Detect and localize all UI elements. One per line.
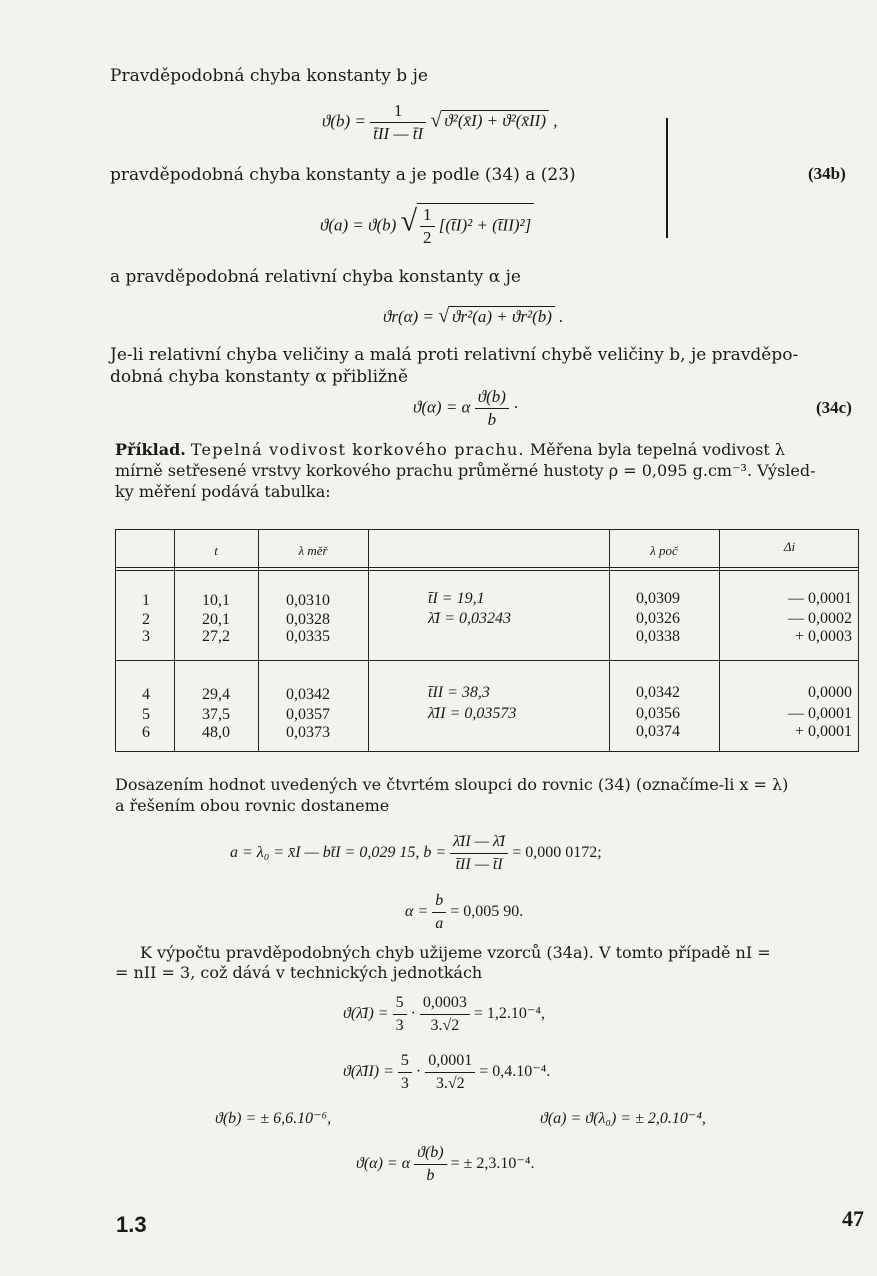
eq-e1-f2-denominator: 3.√2 — [430, 1017, 460, 1034]
eq-b-numerator: 1 — [370, 100, 426, 123]
eq-alpha-numerator: b — [432, 890, 446, 913]
cell-delta: — 0,0002 — [788, 610, 852, 627]
cell-lambda-computed: 0,0374 — [636, 723, 680, 740]
row-number: 3 — [142, 628, 150, 645]
cell-lambda-computed: 0,0356 — [636, 705, 680, 722]
cell-lambda-measured: 0,0342 — [286, 686, 330, 703]
cell-delta: — 0,0001 — [788, 705, 852, 722]
cell-lambda-computed: 0,0338 — [636, 628, 680, 645]
eq-e2-f1-numerator: 5 — [398, 1050, 412, 1073]
equation-error-lambda-1: ϑ(λ̄I) = $\frac{5}{3}$ · $\frac{0,0003}{3.√2}$ = 1,2.10⁻⁴, — [343, 992, 545, 1037]
eq-e1-fraction-1 — [393, 992, 407, 1037]
equation-label-34c: (34c) — [816, 398, 852, 417]
sqrt-icon: √ — [430, 109, 442, 132]
eq-34c-denominator: b — [487, 410, 497, 429]
eq-e4-lhs: ϑ(α) = α — [356, 1155, 411, 1173]
equation-theta-b — [322, 100, 558, 145]
cell-delta: 0,0000 — [808, 684, 852, 701]
equation-theta-a — [320, 203, 534, 249]
eq-a-numerator: 1 — [420, 204, 435, 227]
eq-e4-fraction — [414, 1142, 447, 1187]
example-head: Příklad. — [115, 440, 186, 459]
cell-lambda-computed: 0,0309 — [636, 590, 680, 607]
cell-t: 20,1 — [202, 611, 230, 628]
sqrt-icon: √ — [438, 305, 450, 327]
page-number: 47 — [842, 1206, 864, 1231]
eq-a-fraction — [420, 204, 435, 249]
eq-b-radicand: ϑ²(x̄I) + ϑ²(x̄II) — [441, 110, 549, 130]
section-number: 1.3 — [116, 1212, 147, 1237]
eq-alpha-fraction — [432, 890, 446, 935]
eq-alpha-lhs: α = — [405, 903, 429, 921]
eq-alpha-rhs: = 0,005 90. — [450, 903, 524, 921]
measurement-table — [115, 529, 859, 752]
paragraph-3-line-2: = nII = 3, což dává v technických jednotkách — [115, 963, 483, 982]
equation-error-b: ϑ(b) = ± 6,6.10⁻⁶, — [215, 1110, 332, 1127]
paragraph-2-line-2: a řešením obou rovnic dostaneme — [115, 796, 390, 815]
paragraph-3-line-1: K výpočtu pravděpodobných chyb užijeme vzorců (34a). V tomto případě nI = — [140, 943, 771, 962]
cell-delta: — 0,0001 — [788, 590, 852, 607]
eq-a-lhs: ϑ(a) = ϑ(b) — [320, 215, 397, 235]
example-line-3: ky měření podává tabulka: — [115, 482, 331, 501]
example-line-1-rest: Měřena byla tepelná vodivost λ — [529, 440, 785, 459]
eq-e2-f1-denominator: 3 — [400, 1075, 409, 1092]
row-number: 6 — [142, 724, 150, 741]
eq-e1-f1-denominator: 3 — [395, 1017, 404, 1034]
equation-label-34b: (34b) — [808, 164, 846, 183]
row-number: 5 — [142, 706, 150, 723]
eq-e4-denominator: b — [426, 1167, 435, 1184]
eq-alpha-denominator: a — [435, 915, 444, 932]
header-lambda-computed: λ poč — [650, 543, 678, 558]
eq-a-denominator: 2 — [423, 228, 432, 247]
cell-t: 29,4 — [202, 686, 230, 703]
paragraph-1-line-2: dobná chyba konstanty α přibližně — [110, 367, 408, 387]
cell-lambda-measured: 0,0328 — [286, 611, 330, 628]
eq-b-denominator: t̄II — t̄I — [373, 124, 424, 143]
eq-e4-numerator: ϑ(b) — [414, 1142, 447, 1165]
cell-lambda-measured: 0,0310 — [286, 592, 330, 609]
eq-e1-f2-numerator: 0,0003 — [420, 992, 470, 1015]
equation-error-a: ϑ(a) = ϑ(λ₀) = ± 2,0.10⁻⁴, — [540, 1110, 706, 1127]
intro-line-3: a pravděpodobná relativní chyba konstanty α je — [110, 267, 521, 287]
cell-lambda-measured: 0,0357 — [286, 706, 330, 723]
eq-ab-right: = 0,000 0172; — [512, 844, 602, 862]
intro-line-1: Pravděpodobná chyba konstanty b je — [110, 66, 428, 86]
group-1-mean-lambda: λ̄I = 0,03243 — [428, 610, 512, 627]
eq-34c-fraction — [475, 386, 509, 431]
equation-error-lambda-2: ϑ(λ̄II) = $\frac{5}{3}$ · $\frac{0,0001}{3.√2}$ = 0,4.10⁻⁴. — [343, 1050, 550, 1095]
header-lambda-measured: λ měř — [298, 543, 328, 558]
cell-t: 10,1 — [202, 592, 230, 609]
eq-b-tail: , — [553, 111, 558, 131]
equation-theta-r-alpha — [383, 305, 563, 328]
eq-34c-lhs: ϑ(α) = α — [413, 397, 471, 417]
eq-e1-rhs: = 1,2.10⁻⁴, — [473, 1005, 545, 1023]
eq-e1-fraction-2 — [420, 992, 470, 1037]
brace-icon — [652, 118, 668, 238]
eq-ab-denominator: t̄II — t̄I — [455, 856, 503, 873]
cell-t: 48,0 — [202, 724, 230, 741]
paragraph-1-line-1: Je-li relativní chyba veličiny a malá proti relativní chybě veličiny b, je pravděpo- — [110, 345, 799, 365]
row-number: 4 — [142, 686, 150, 703]
cell-lambda-computed: 0,0326 — [636, 610, 680, 627]
cell-t: 27,2 — [202, 628, 230, 645]
cell-lambda-measured: 0,0373 — [286, 724, 330, 741]
equation-error-alpha — [356, 1142, 534, 1187]
eq-e2-lhs: ϑ(λ̄II) = — [343, 1063, 394, 1081]
row-number: 1 — [142, 592, 150, 609]
eq-b-lhs: ϑ(b) = — [322, 111, 366, 131]
equation-34c — [413, 386, 519, 431]
eq-e1-lhs: ϑ(λ̄I) = — [343, 1005, 389, 1023]
group-2-mean-lambda: λ̄II = 0,03573 — [428, 705, 517, 722]
eq-e4-rhs: = ± 2,3.10⁻⁴. — [450, 1155, 535, 1173]
sqrt-icon: √ — [400, 204, 418, 238]
cell-t: 37,5 — [202, 706, 230, 723]
eq-ab-numerator: λ̄II — λ̄I — [450, 831, 508, 854]
row-number: 2 — [142, 611, 150, 628]
eq-ar-radicand: ϑr²(a) + ϑr²(b) — [449, 306, 555, 326]
eq-b-fraction — [370, 100, 426, 145]
equation-alpha — [405, 890, 523, 935]
eq-e2-f2-denominator: 3.√2 — [435, 1075, 465, 1092]
paragraph-2-line-1: Dosazením hodnot uvedených ve čtvrtém sloupci do rovnic (34) (označíme-li x = λ) — [115, 775, 789, 794]
equation-a-b — [230, 831, 602, 876]
eq-ar-tail: . — [559, 307, 564, 326]
header-t: t — [214, 543, 218, 558]
eq-e1-f1-numerator: 5 — [393, 992, 407, 1015]
example-line-2: mírně setřesené vrstvy korkového prachu průměrné hustoty ρ = 0,095 g.cm⁻³. Výsled- — [115, 461, 816, 480]
cell-delta: + 0,0001 — [794, 723, 852, 740]
group-2-mean-t: t̄II = 38,3 — [428, 684, 490, 701]
eq-a-rest: [(t̄I)² + (t̄II)²] — [438, 215, 532, 235]
eq-ab-fraction — [450, 831, 508, 876]
cell-lambda-computed: 0,0342 — [636, 684, 680, 701]
header-delta: Δi — [783, 539, 796, 554]
eq-34c-numerator: ϑ(b) — [475, 386, 509, 409]
eq-34c-tail: · — [513, 397, 519, 417]
example-line-1 — [115, 440, 785, 460]
group-1-mean-t: t̄I = 19,1 — [428, 590, 485, 607]
eq-ab-left: a = λ₀ = x̄I — bt̄I = 0,029 15, b = — [230, 844, 447, 862]
intro-line-2: pravděpodobná chyba konstanty a je podle (34) a (23) — [110, 165, 576, 185]
eq-e2-fraction-2 — [425, 1050, 475, 1095]
example-title: Tepelná vodivost korkového prachu. — [190, 440, 525, 459]
eq-e2-rhs: = 0,4.10⁻⁴. — [479, 1063, 551, 1081]
eq-e2-f2-numerator: 0,0001 — [425, 1050, 475, 1073]
cell-delta: + 0,0003 — [794, 628, 852, 645]
eq-ar-lhs: ϑr(α) = — [383, 307, 434, 326]
cell-lambda-measured: 0,0335 — [286, 628, 330, 645]
eq-e2-fraction-1 — [398, 1050, 412, 1095]
